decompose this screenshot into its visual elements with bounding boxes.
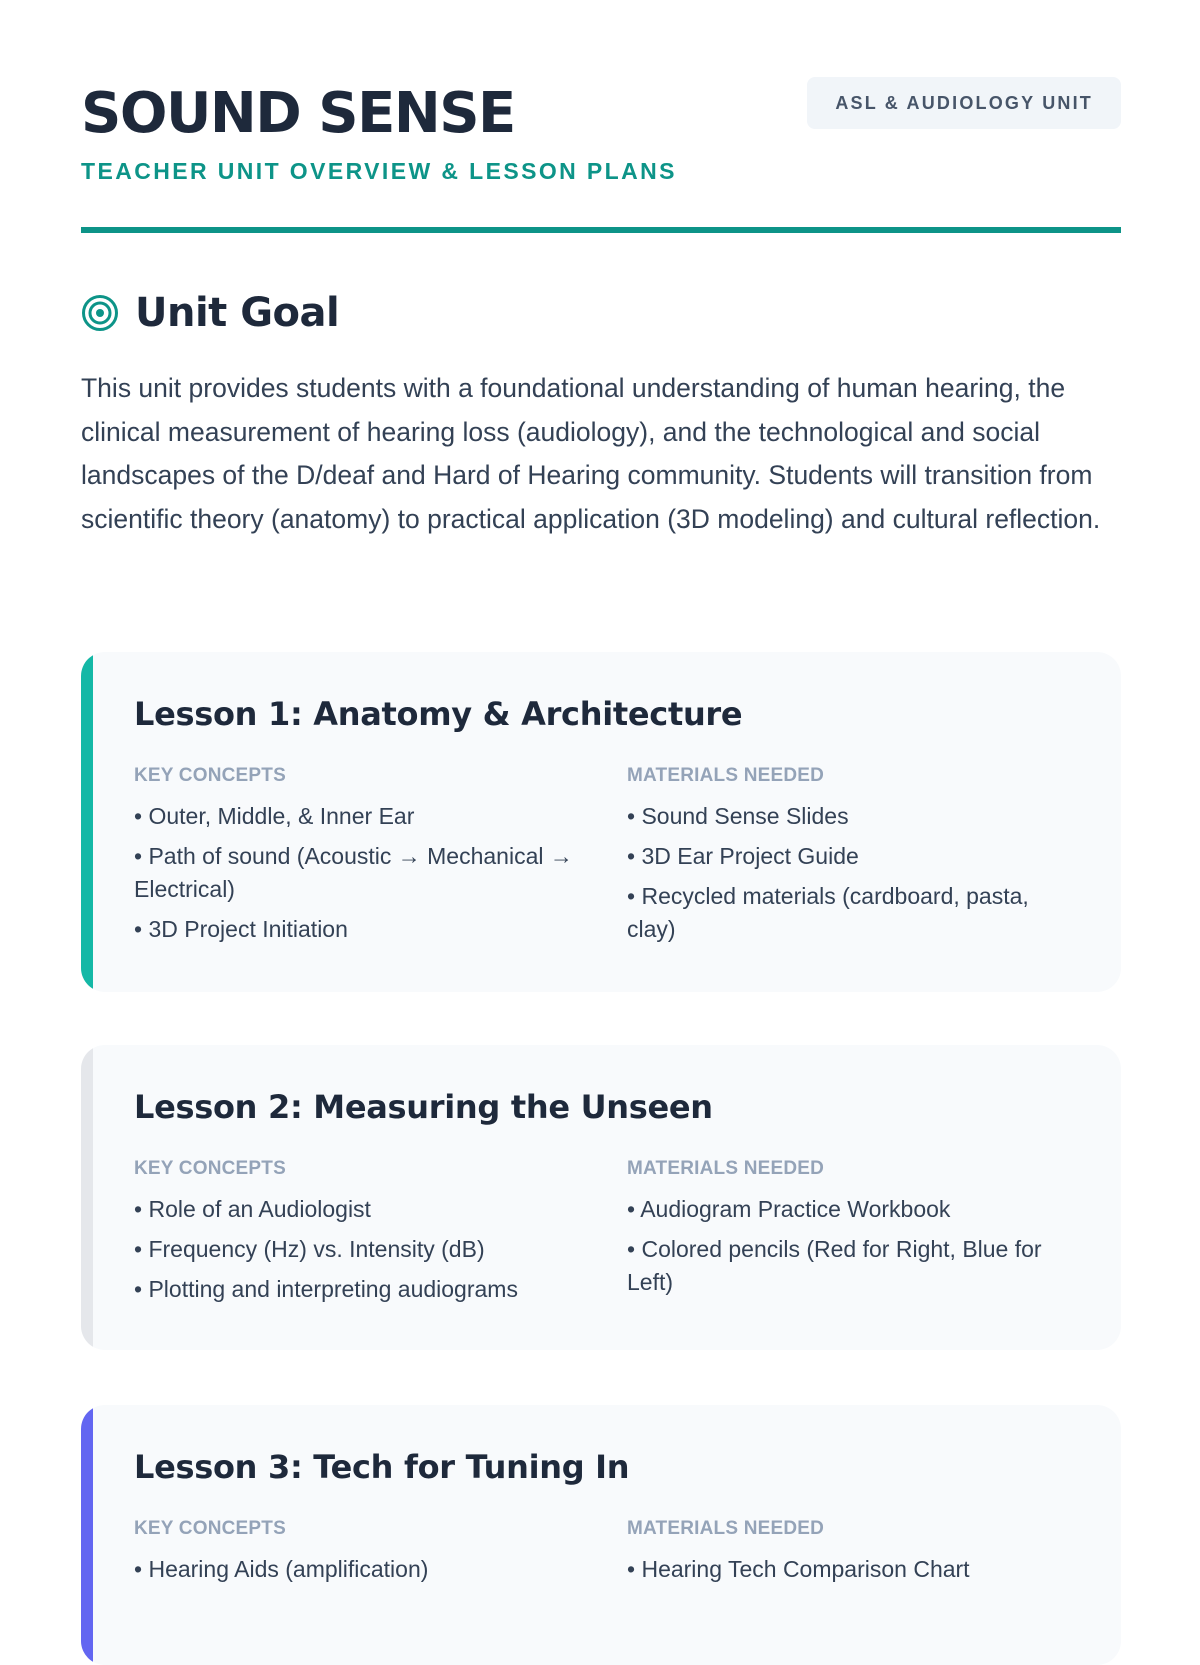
lesson-card-3: [81, 1405, 1121, 1665]
list-item: • Colored pencils (Red for Right, Blue for Left): [627, 1233, 1077, 1299]
list-item: • 3D Ear Project Guide: [627, 840, 1077, 873]
materials-list: [627, 1193, 1077, 1299]
list-item: • 3D Project Initiation: [134, 913, 584, 946]
key-concepts-list: [134, 800, 584, 946]
list-item: • Hearing Aids (amplification): [134, 1553, 584, 1586]
list-item: • Hearing Tech Comparison Chart: [627, 1553, 1077, 1586]
list-item: • Plotting and interpreting audiograms: [134, 1273, 584, 1306]
lesson-card-2: [81, 1045, 1121, 1350]
list-item: • Path of sound (Acoustic → Mechanical → Electrical): [134, 840, 584, 906]
unit-goal-description: This unit provides students with a foundational understanding of human hearing, the clinical measurement of hearing loss (audiology), and the technological and social landscapes of the D/deaf and Hard of Hearing community. Students will transition from scientific theory (anatomy) to practical application (3D modeling) and cultural reflection.: [81, 373, 1101, 534]
key-concepts-label: KEY CONCEPTS: [134, 1518, 286, 1539]
list-item: • Recycled materials (cardboard, pasta, clay): [627, 880, 1077, 946]
key-concepts-label: KEY CONCEPTS: [134, 765, 286, 786]
key-concepts-list: [134, 1193, 584, 1306]
document-page: [81, 0, 1121, 1582]
lesson-accent-bar: [81, 1045, 93, 1350]
list-item: • Sound Sense Slides: [627, 800, 1077, 833]
lesson-title: Lesson 2: Measuring the Unseen: [134, 1088, 713, 1126]
key-concepts-list: [134, 1553, 584, 1586]
unit-goal-title: Unit Goal: [135, 290, 340, 336]
materials-label: MATERIALS NEEDED: [627, 1518, 825, 1539]
materials-section: [627, 1517, 1077, 1593]
materials-list: [627, 800, 1077, 946]
list-item: • Outer, Middle, & Inner Ear: [134, 800, 584, 833]
unit-goal-heading: [81, 288, 339, 338]
lesson-accent-bar: [81, 652, 93, 992]
document-title: SOUND SENSE: [81, 81, 515, 146]
materials-list: [627, 1553, 1077, 1586]
lesson-card-1: [81, 652, 1121, 992]
key-concepts-section: [134, 1517, 584, 1593]
list-item: • Role of an Audiologist: [134, 1193, 584, 1226]
materials-label: MATERIALS NEEDED: [627, 765, 825, 786]
materials-label: MATERIALS NEEDED: [627, 1158, 825, 1179]
header: [81, 0, 1121, 234]
lesson-title: Lesson 1: Anatomy & Architecture: [134, 695, 743, 733]
materials-section: [627, 764, 1077, 953]
unit-badge: ASL & AUDIOLOGY UNIT: [807, 77, 1121, 129]
key-concepts-section: [134, 764, 584, 953]
key-concepts-section: [134, 1157, 584, 1313]
document-subtitle: TEACHER UNIT OVERVIEW & LESSON PLANS: [81, 158, 677, 184]
materials-section: [627, 1157, 1077, 1306]
list-item: • Frequency (Hz) vs. Intensity (dB): [134, 1233, 584, 1266]
lesson-accent-bar: [81, 1405, 93, 1665]
header-divider: [81, 227, 1121, 233]
key-concepts-label: KEY CONCEPTS: [134, 1158, 286, 1179]
list-item: • Audiogram Practice Workbook: [627, 1193, 1077, 1226]
lesson-title: Lesson 3: Tech for Tuning In: [134, 1448, 630, 1486]
target-icon: [81, 294, 119, 332]
